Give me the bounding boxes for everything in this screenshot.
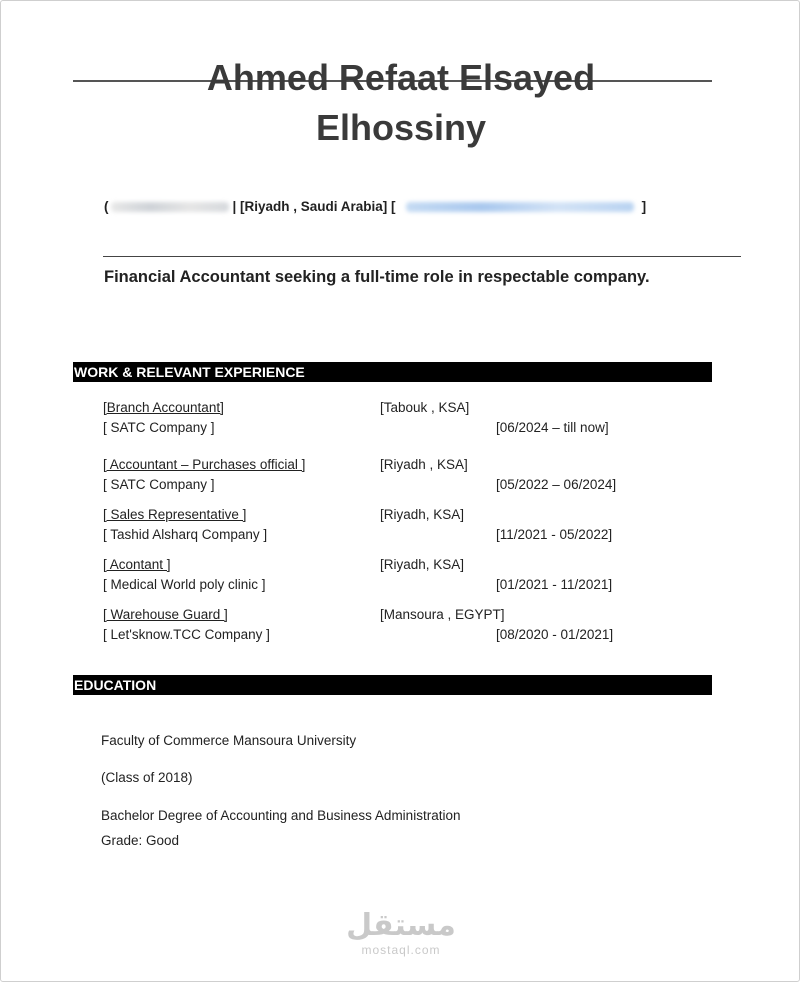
- job-location: [Riyadh, KSA]: [380, 507, 465, 522]
- job-company: [ Let'sknow.TCC Company ]: [103, 627, 270, 642]
- job-entry: [1, 457, 800, 497]
- job-company: [ Medical World poly clinic ]: [103, 577, 266, 592]
- job-dates: [05/2022 – 06/2024]: [496, 477, 617, 492]
- watermark-arabic: مستقل: [346, 908, 456, 943]
- job-entry: [1, 557, 800, 597]
- education-school: Faculty of Commerce Mansoura University: [101, 733, 357, 748]
- education-class: (Class of 2018): [101, 770, 193, 785]
- contact-close-bracket: ]: [641, 199, 647, 214]
- education-section-heading: EDUCATION: [73, 675, 712, 695]
- job-entry: [1, 400, 800, 440]
- contact-location: | [Riyadh , Saudi Arabia] [: [232, 199, 396, 214]
- job-dates: [08/2020 - 01/2021]: [496, 627, 614, 642]
- name-line-2: Elhossiny: [315, 107, 487, 148]
- job-company: [ SATC Company ]: [103, 420, 215, 435]
- job-dates: [01/2021 - 11/2021]: [496, 577, 613, 592]
- header-divider: [103, 256, 741, 257]
- job-title: [ Sales Representative ]: [103, 507, 247, 522]
- redacted-phone: [111, 202, 229, 212]
- watermark-latin: mostaql.com: [361, 943, 441, 957]
- redacted-email: [406, 202, 634, 212]
- contact-open-paren: (: [104, 199, 109, 214]
- education-degree: Bachelor Degree of Accounting and Business Administration: [101, 808, 461, 823]
- job-dates: [11/2021 - 05/2022]: [496, 527, 613, 542]
- job-location: [Riyadh , KSA]: [380, 457, 468, 472]
- name-line-1: Ahmed Refaat Elsayed: [206, 57, 596, 98]
- objective-statement: Financial Accountant seeking a full-time role in respectable company.: [104, 268, 650, 286]
- job-title: [ Acontant ]: [103, 557, 171, 572]
- job-company: [ Tashid Alsharq Company ]: [103, 527, 268, 542]
- job-entry: [1, 507, 800, 547]
- job-entry: [1, 607, 800, 647]
- job-title: [Branch Accountant]: [103, 400, 224, 415]
- job-company: [ SATC Company ]: [103, 477, 215, 492]
- job-title: [ Warehouse Guard ]: [103, 607, 228, 622]
- job-dates: [06/2024 – till now]: [496, 420, 609, 435]
- contact-line: [104, 199, 646, 214]
- job-location: [Tabouk , KSA]: [380, 400, 470, 415]
- job-title: [ Accountant – Purchases official ]: [103, 457, 306, 472]
- work-section-heading: WORK & RELEVANT EXPERIENCE: [73, 362, 712, 382]
- mostaql-watermark: [341, 909, 461, 957]
- job-location: [Riyadh, KSA]: [380, 557, 465, 572]
- education-grade: Grade: Good: [101, 833, 180, 848]
- job-location: [Mansoura , EGYPT]: [380, 607, 505, 622]
